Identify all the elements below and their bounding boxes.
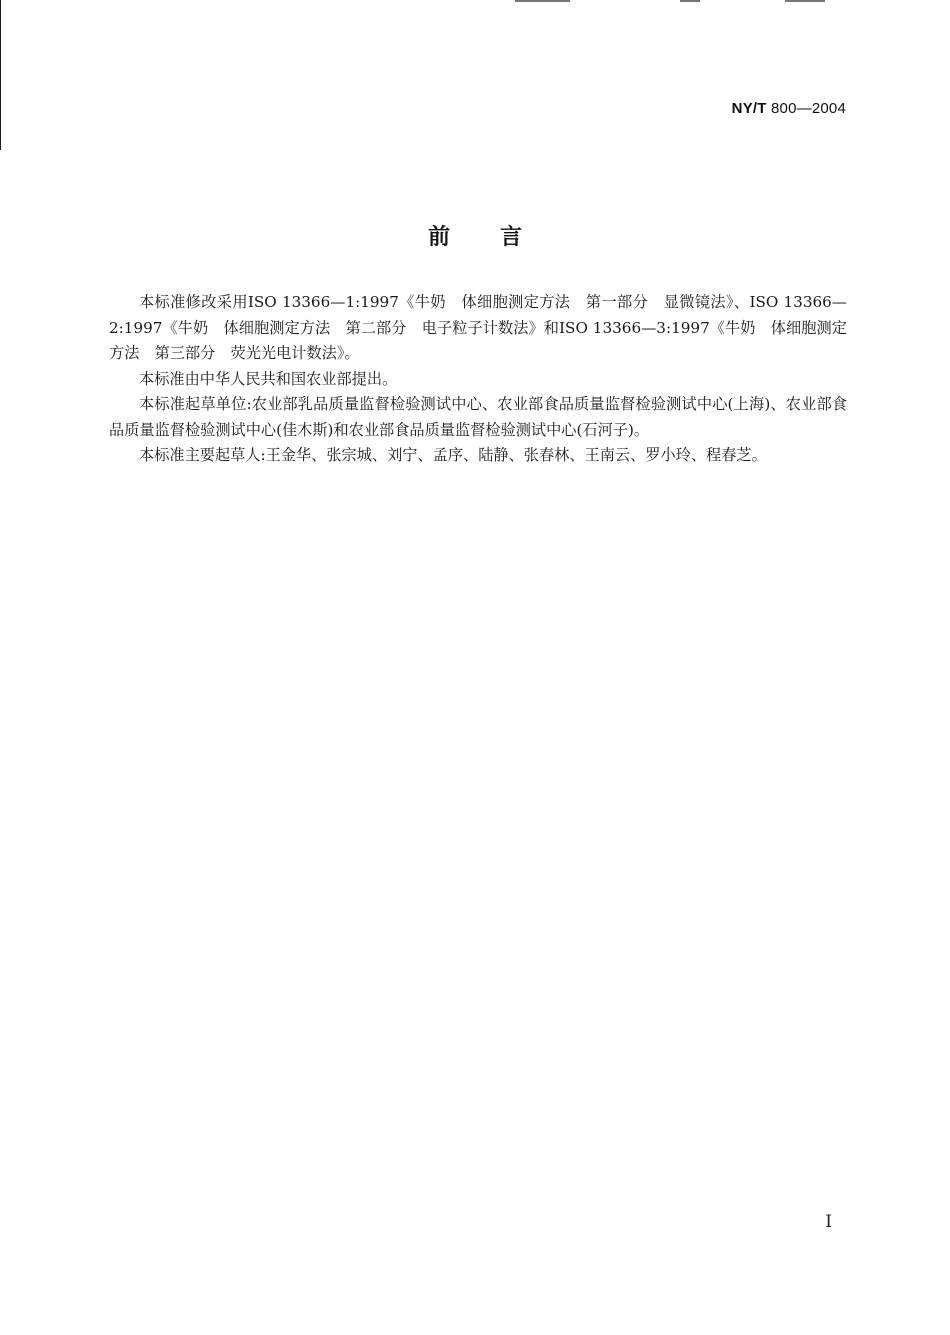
- page-title: 前言: [427, 225, 572, 250]
- paragraph-proposer: 本标准由中华人民共和国农业部提出。: [139, 369, 398, 388]
- paragraph-drafters: 本标准主要起草人:王金华、张宗城、刘宁、孟序、陆静、张春林、王南云、罗小玲、程春芝。: [139, 446, 767, 464]
- paragraph-drafting-units: 本标准起草单位:农业部乳品质量监督检验测试中心、农业部食品质量监督检验测试中心(上海)、农业部食品质量监督检验测试中心(佳木斯)和农业部食品质量监督检验测试中心(石河子)。: [109, 395, 847, 439]
- scan-top-mark: [515, 0, 570, 2]
- paragraph-adoption: 本标准修改采用ISO 13366—1:1997《牛奶 体细胞测定方法 第一部分 显微镜法》、ISO 13366—2:1997《牛奶 体细胞测定方法 第二部分 电子粒子计数法》和ISO 13366—3:1997《牛奶 体细胞测定方法 第三部分 荧光光电计数法》。: [109, 293, 847, 362]
- page-number: I: [825, 1212, 832, 1232]
- standard-code: 800—2004: [771, 100, 846, 117]
- scan-top-mark: [785, 0, 825, 2]
- standard-prefix: NY/T: [731, 100, 767, 117]
- scan-edge-mark: [0, 0, 5, 150]
- foreword-body: [109, 290, 847, 469]
- scan-top-mark: [680, 0, 700, 2]
- standard-number: [732, 100, 846, 117]
